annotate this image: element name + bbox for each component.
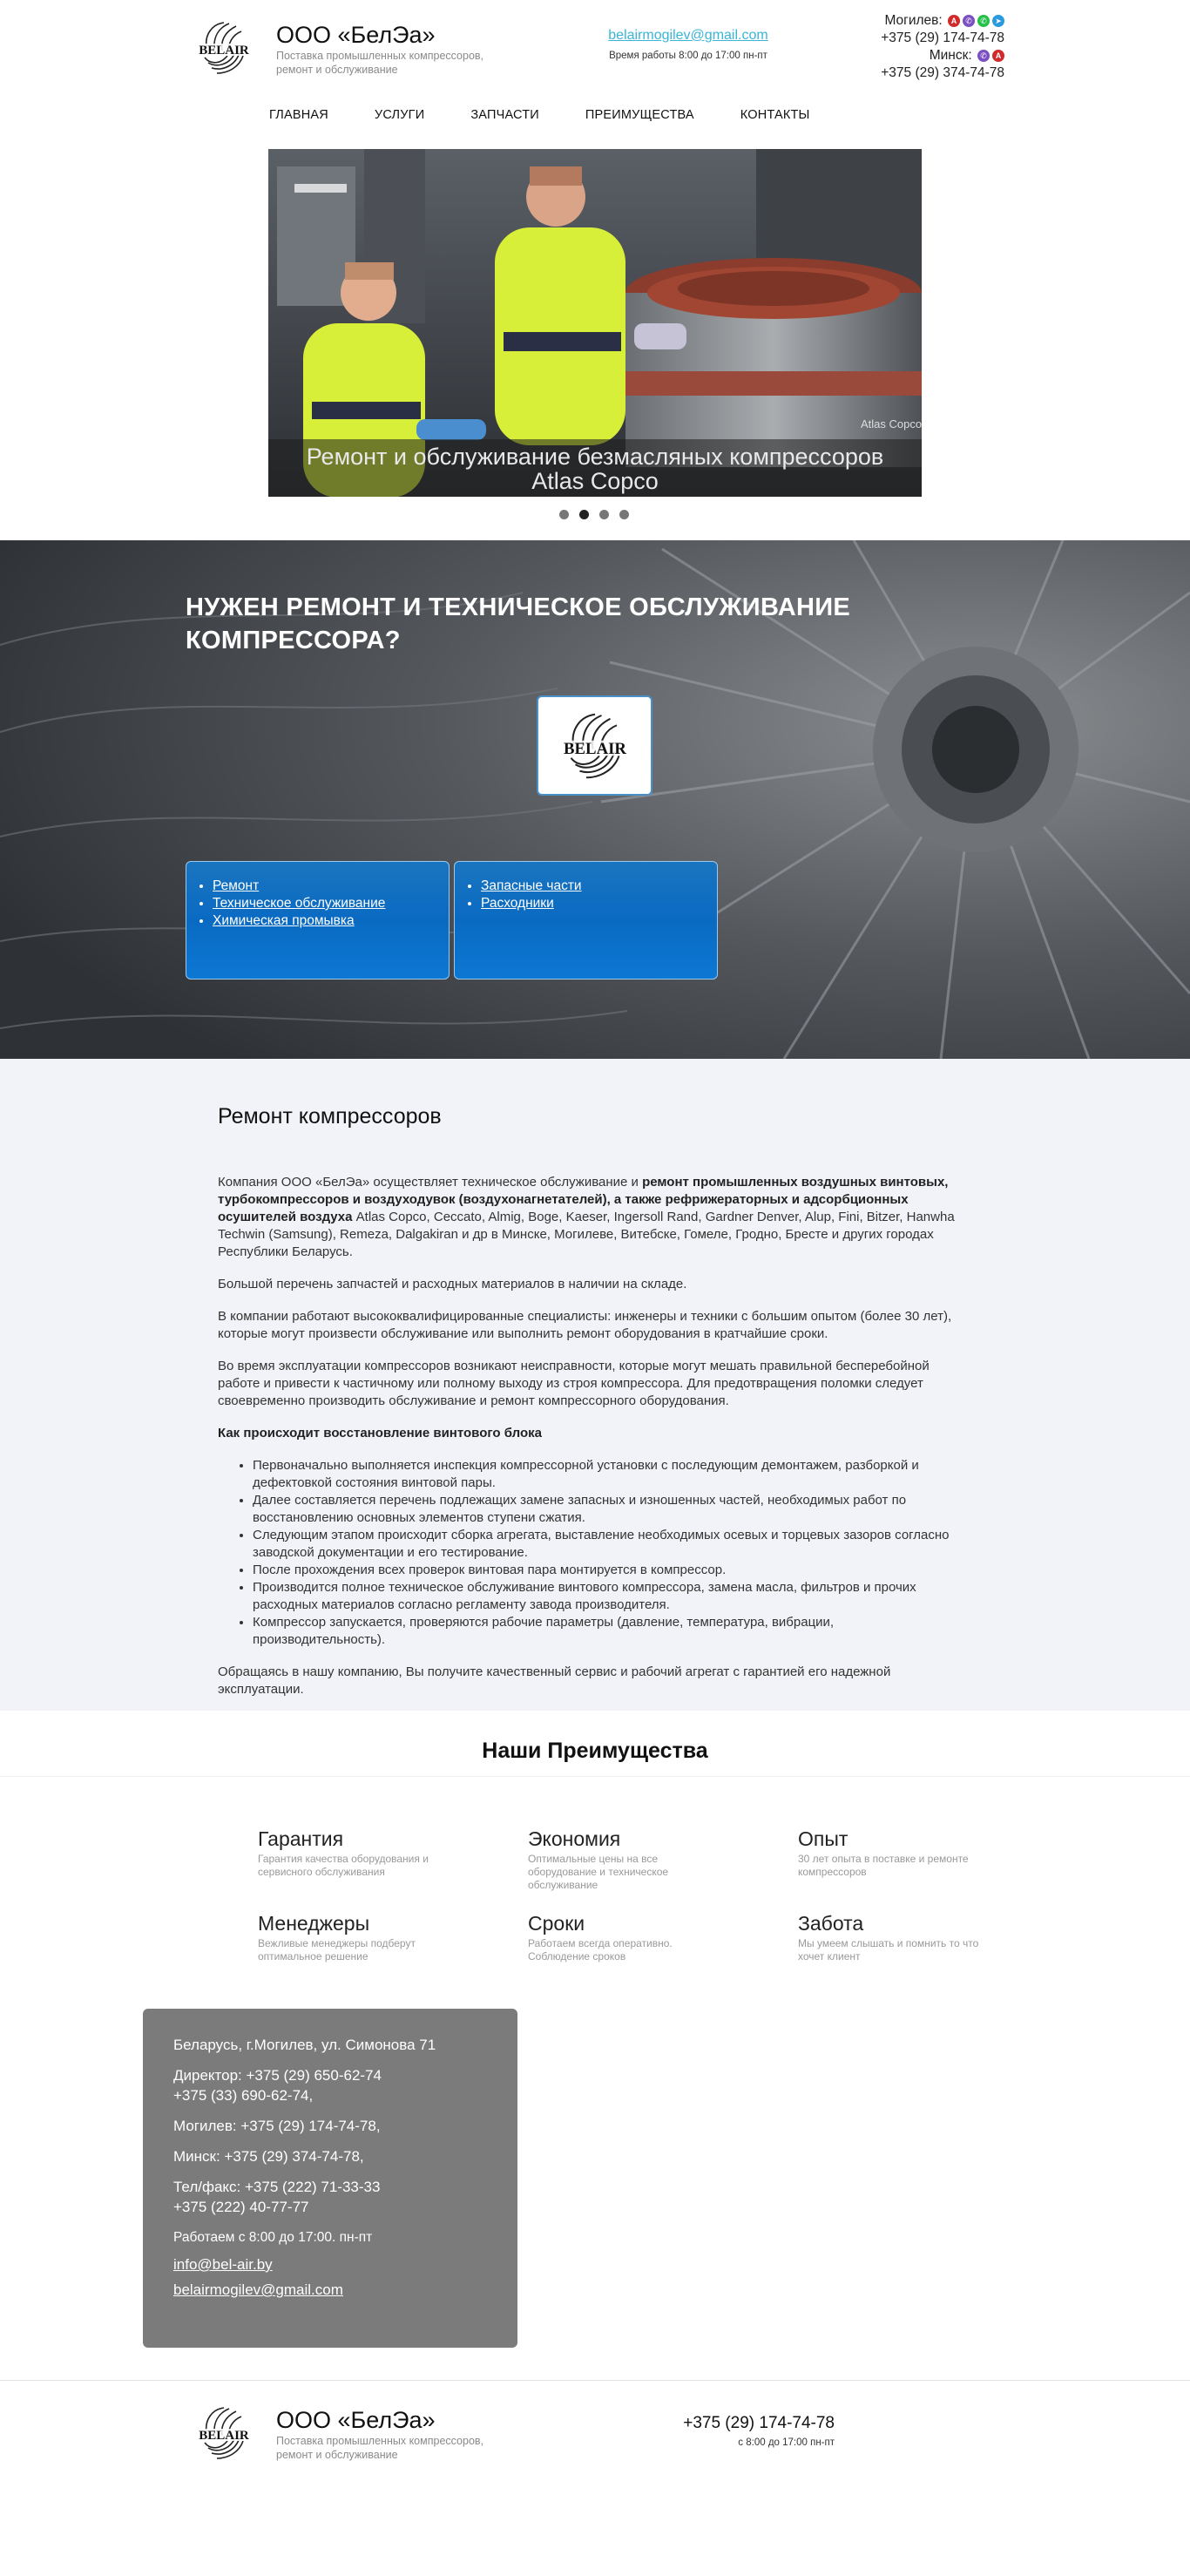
article-subtitle	[218, 1425, 967, 1442]
whatsapp-icon[interactable]: ✆	[977, 15, 990, 27]
telegram-icon[interactable]: ➤	[992, 15, 1004, 27]
advantage-title: Менеджеры	[258, 1912, 370, 1935]
site-header	[0, 0, 1190, 96]
services-list-repair	[186, 862, 449, 930]
mogilev-phone[interactable]: +375 (29) 174-74-78	[881, 31, 1004, 45]
hero-title-line1: НУЖЕН РЕМОНТ И ТЕХНИЧЕСКОЕ ОБСЛУЖИВАНИЕ	[186, 593, 851, 621]
slider-dot-active[interactable]	[579, 510, 589, 519]
brand-name: ООО «БелЭа»	[276, 22, 436, 48]
viber-icon[interactable]: ✆	[977, 50, 990, 62]
article-paragraph	[218, 1174, 967, 1261]
nav-item-services[interactable]: УСЛУГИ	[374, 108, 425, 122]
slider-dots	[559, 510, 629, 519]
minsk-phone-card[interactable]: Минск: +375 (29) 374-74-78,	[173, 2148, 364, 2165]
advantage-title: Опыт	[798, 1827, 849, 1850]
advantage-desc: Работаем всегда оперативно. Соблюдение сроков	[528, 1937, 673, 1963]
services-list-parts	[455, 862, 717, 912]
hero-title-line2: КОМПРЕССОРА?	[186, 627, 401, 654]
nav-item-home[interactable]: ГЛАВНАЯ	[269, 108, 328, 122]
belair-logo-icon	[186, 17, 262, 78]
footer-phone[interactable]: +375 (29) 174-74-78	[683, 2414, 835, 2432]
footer-hours: с 8:00 до 17:00 пн-пт	[738, 2437, 835, 2448]
service-link-repair[interactable]: Ремонт	[213, 878, 260, 893]
advantage-title: Гарантия	[258, 1827, 344, 1850]
header-phones	[881, 12, 1004, 82]
advantage-title: Сроки	[528, 1912, 585, 1935]
footer-brand-description: Поставка промышленных компрессоров, ремонт и обслуживание	[276, 2435, 484, 2461]
viber-icon[interactable]: ✆	[963, 15, 975, 27]
slide-caption	[268, 439, 922, 497]
advantages-title: Наши Преимущества	[482, 1739, 708, 1763]
service-link-consumables[interactable]: Расходники	[481, 896, 554, 911]
services-box-parts	[454, 861, 718, 980]
divider	[0, 1776, 1190, 1777]
text-bold: ремонт промышленных воздушных винтовых, турбокомпрессоров и воздуходувок (воздухонагнетателей), а также рефрижераторных и адсорбционных осушителей воздуха	[218, 1175, 949, 1224]
list-item: • Компрессор запускается, проверяются рабочие параметры (давление, температура, вибрации, производительность).	[253, 1614, 967, 1649]
fax-phones	[173, 2177, 517, 2217]
header-email-link[interactable]: belairmogilev@gmail.com	[608, 28, 768, 43]
belair-logo[interactable]	[186, 2403, 262, 2464]
advantage-item	[258, 1827, 467, 1879]
advantage-desc: Гарантия качества оборудования и сервисного обслуживания	[258, 1853, 429, 1878]
advantage-title: Забота	[798, 1912, 864, 1935]
article-body	[218, 1102, 967, 1713]
email-link-info[interactable]: info@bel-air.by	[173, 2256, 273, 2273]
a1-icon[interactable]: A	[992, 50, 1004, 62]
article-title: Ремонт компрессоров	[218, 1104, 442, 1129]
city-label-mogilev: Могилев:	[884, 13, 943, 28]
svg-text:BELAIR: BELAIR	[199, 44, 249, 58]
svg-text:BELAIR: BELAIR	[563, 739, 626, 758]
svg-text:BELAIR: BELAIR	[199, 2429, 249, 2443]
header-logo-block[interactable]	[186, 17, 503, 78]
footer-brand-name: ООО «БелЭа»	[276, 2407, 436, 2433]
article-paragraph: Большой перечень запчастей и расходных материалов в наличии на складе.	[218, 1277, 687, 1291]
text-span: Atlas Copco, Ceccato, Almig, Boge, Kaeser, Ingersoll Rand, Gardner Denver, Alup, Fini, Bitzer, Hanwha Techwin (Samsung), Remeza, Dalgakiran и др в Минске, Могилеве, Витебске, Гомеле, Гродно, Бресте и других городах Республики Беларусь.	[218, 1210, 955, 1259]
fax-phone-1[interactable]: Тел/факс: +375 (222) 71-33-33	[173, 2179, 381, 2195]
footer-brand	[276, 2403, 503, 2462]
nav-item-advantages[interactable]: ПРЕИМУЩЕСТВА	[585, 108, 694, 122]
slide-caption-line1: Ремонт и обслуживание безмасляных компрессоров	[306, 444, 884, 470]
advantage-item	[798, 1911, 981, 1963]
brand-description: Поставка промышленных компрессоров, ремонт и обслуживание	[276, 50, 484, 76]
director-phone-1[interactable]: Директор: +375 (29) 650-62-74	[173, 2067, 382, 2084]
brand	[276, 17, 503, 77]
list-item: • Первоначально выполняется инспекция компрессорной установки с последующим демонтажем, разборкой и дефектовкой состояния винтовой пары.	[253, 1457, 967, 1492]
city-label-minsk: Минск:	[929, 48, 972, 63]
belair-logo-icon	[547, 708, 643, 784]
article-closing: Обращаясь в нашу компанию, Вы получите качественный сервис и рабочий агрегат с гарантией его надежной эксплуатации.	[218, 1664, 891, 1697]
text-span: Компания ООО «БелЭа» осуществляет техническое обслуживание и	[218, 1175, 643, 1190]
header-email-block	[601, 28, 775, 61]
slider-dot[interactable]	[559, 510, 569, 519]
article-paragraph: В компании работают высококвалифицированные специалисты: инженеры и техники с большим опытом (более 30 лет), которые могут произвести обслуживание или выполнить ремонт оборудования в кратчайшие сроки.	[218, 1309, 952, 1341]
contact-card	[143, 2009, 517, 2348]
text-bold: Как происходит восстановление винтового блока	[218, 1426, 542, 1441]
minsk-row	[881, 47, 1004, 64]
footer-logo-block[interactable]	[186, 2403, 503, 2464]
article-section	[0, 1059, 1190, 1711]
director-phone-2[interactable]: +375 (33) 690-62-74,	[173, 2087, 314, 2104]
slider-dot[interactable]	[599, 510, 609, 519]
nav-item-contacts[interactable]: КОНТАКТЫ	[740, 108, 810, 122]
services-hero	[0, 540, 1190, 1059]
service-link-spare-parts[interactable]: Запасные части	[481, 878, 582, 893]
hero-title	[186, 591, 970, 657]
advantage-title: Экономия	[528, 1827, 621, 1850]
article-paragraph: Во время эксплуатации компрессоров возникают неисправности, которые могут мешать правильной бесперебойной работе и привести к частичному или полному выходу из строя компрессора. Для предотвращения поломки следует своевременно производить обслуживание и ремонт компрессорного оборудования.	[218, 1359, 930, 1408]
advantage-desc: Оптимальные цены на все оборудование и техническое обслуживание	[528, 1853, 669, 1891]
list-item	[213, 895, 449, 912]
nav-item-parts[interactable]: ЗАПЧАСТИ	[470, 108, 539, 122]
mogilev-phone-card[interactable]: Могилев: +375 (29) 174-74-78,	[173, 2118, 381, 2134]
mogilev-row	[881, 12, 1004, 30]
service-link-maintenance[interactable]: Техническое обслуживание	[213, 896, 386, 911]
hero-logo	[537, 695, 652, 796]
advantage-item	[528, 1827, 702, 1892]
advantage-item	[528, 1911, 711, 1963]
list-item	[213, 912, 449, 930]
svg-text:Atlas Copco: Atlas Copco	[861, 417, 922, 430]
steps-list	[218, 1457, 967, 1649]
a1-icon[interactable]: A	[948, 15, 960, 27]
footer-divider	[0, 2380, 1190, 2381]
list-item: • Следующим этапом происходит сборка агрегата, выставление необходимых осевых и торцевых зазоров согласно заводской документации и его тестирование.	[253, 1527, 967, 1562]
list-item: • После прохождения всех проверок винтовая пара монтируется в компрессор.	[253, 1562, 967, 1579]
list-item	[213, 878, 449, 895]
image-slider[interactable]	[268, 149, 922, 497]
services-box-repair	[186, 861, 450, 980]
messenger-icons	[948, 15, 1004, 27]
header-hours: Время работы 8:00 до 17:00 пн-пт	[609, 51, 767, 61]
director-phones	[173, 2065, 517, 2105]
advantage-desc: Мы умеем слышать и помнить то что хочет клиент	[798, 1937, 979, 1963]
email-link-gmail[interactable]: belairmogilev@gmail.com	[173, 2281, 343, 2298]
slider-dot[interactable]	[619, 510, 629, 519]
list-item: • Производится полное техническое обслуживание винтового компрессора, замена масла, фильтров и прочих расходных материалов согласно регламенту завода производителя.	[253, 1579, 967, 1614]
working-hours: Работаем с 8:00 до 17:00. пн-пт	[173, 2230, 373, 2245]
belair-logo[interactable]	[186, 17, 262, 78]
minsk-phone[interactable]: +375 (29) 374-74-78	[881, 65, 1004, 80]
advantage-desc: Вежливые менеджеры подберут оптимальное решение	[258, 1937, 416, 1963]
list-item	[481, 895, 717, 912]
footer-contact	[676, 2414, 835, 2448]
advantage-item	[258, 1911, 450, 1963]
slide-caption-line2: Atlas Copco	[531, 468, 659, 494]
main-nav	[269, 108, 856, 122]
belair-logo-icon	[186, 2403, 262, 2464]
list-item	[481, 878, 717, 895]
messenger-icons-minsk	[977, 50, 1004, 62]
fax-phone-2[interactable]: +375 (222) 40-77-77	[173, 2199, 309, 2215]
address: Беларусь, г.Могилев, ул. Симонова 71	[173, 2037, 436, 2053]
list-item: • Далее составляется перечень подлежащих замене запасных и изношенных частей, необходимых работ по восстановлению основных элементов ступени сжатия.	[253, 1492, 967, 1527]
advantage-item	[798, 1827, 998, 1879]
service-link-chemical-wash[interactable]: Химическая промывка	[213, 913, 355, 928]
advantage-desc: 30 лет опыта в поставке и ремонте компрессоров	[798, 1853, 969, 1878]
